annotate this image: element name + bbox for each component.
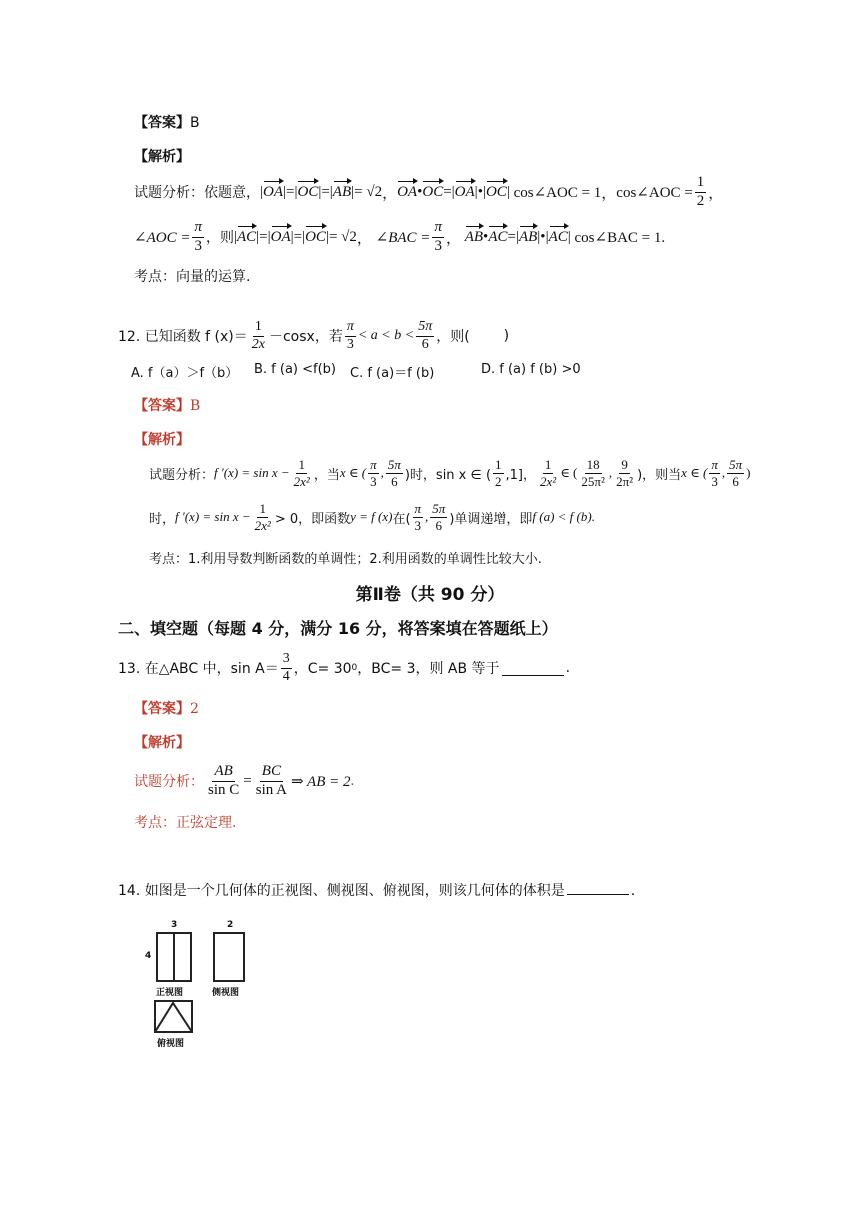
num: 1: [298, 456, 305, 472]
num: π: [345, 320, 356, 337]
vector-oa: OA: [397, 183, 418, 200]
num: π: [370, 456, 377, 472]
q11-analysis-line2: ∠AOC = $\frac{\pi}{3}$ ，则 | AC |=| OA |=| OC |= √2 ， ∠BAC = $\frac{\pi}{3}$ ， AB • AC =| AB | • | AC | cos∠BAC = 1.: [134, 218, 666, 254]
text: ，C= 30: [293, 661, 352, 677]
num: π: [192, 220, 204, 238]
text: y = f (x): [350, 509, 393, 524]
q12-option-d: D. f (a) f (b) >0: [481, 362, 581, 377]
text: 试题分析：依题意，: [134, 185, 260, 201]
fraction: [493, 458, 504, 488]
fraction: [250, 320, 267, 352]
top-view-label: 俯视图: [157, 1039, 185, 1049]
fraction: [579, 458, 606, 488]
answer-tag: 【答案】: [134, 701, 190, 717]
section-fill-in: 二、填空题（每题 4 分，满分 16 分，将答案填在答题纸上）: [118, 619, 558, 638]
answer-value: B: [190, 398, 201, 414]
num: 1: [495, 456, 502, 472]
q12-answer: [134, 395, 200, 415]
den: 6: [391, 473, 398, 489]
side-view: [213, 932, 245, 982]
den: 3: [711, 473, 718, 489]
text: ,1]，: [505, 467, 537, 483]
top-view: [154, 1000, 194, 1034]
vector-oc: OC: [305, 228, 326, 245]
text: ,: [721, 465, 726, 480]
text: > 0，即函数: [274, 511, 351, 527]
vector-ac: AC: [548, 228, 568, 245]
fraction-half: [695, 175, 707, 210]
den: 2x²: [254, 517, 271, 533]
cos-aoc-eq: cos∠AOC =: [616, 184, 693, 201]
answer-blank: [567, 880, 629, 895]
text: －cosx，若: [268, 329, 343, 345]
num: 1: [695, 175, 707, 193]
vector-oc: OC: [485, 183, 507, 200]
part2-title: 第Ⅱ卷（共 90 分）: [355, 585, 505, 605]
fraction: [368, 458, 379, 488]
q14-stem: [118, 880, 635, 900]
fraction: [413, 502, 424, 532]
angle-aoc: ∠AOC =: [134, 229, 191, 246]
cos-bac: cos∠BAC = 1.: [574, 229, 666, 246]
vector-ab: AB: [332, 183, 352, 200]
text: ,: [425, 509, 429, 524]
fraction-pi-3: [192, 220, 204, 255]
num: AB: [212, 764, 234, 782]
vector-ac: AC: [488, 228, 508, 245]
fraction: [254, 764, 289, 799]
text: 在(: [392, 511, 411, 527]
q12-stem: [118, 314, 509, 358]
fraction: [727, 458, 744, 488]
text: f (a) < f (b).: [532, 509, 595, 524]
den: 2: [696, 192, 705, 209]
vector-oc: OC: [422, 183, 444, 200]
q12-analysis-line1: [149, 452, 751, 494]
vector-ac: AC: [236, 228, 257, 245]
num: 5π: [729, 456, 743, 472]
q13-analysis: [134, 758, 354, 804]
text: .: [350, 772, 355, 789]
dot: •: [477, 183, 483, 200]
num: 1: [544, 456, 552, 472]
fraction: [614, 458, 635, 488]
text: 试题分析：: [134, 774, 204, 790]
q12-analysis-tag: 【解析】: [134, 432, 190, 448]
front-side-dim: 4: [145, 951, 152, 961]
text: x ∈ (: [681, 465, 708, 480]
text: 13. 在△ABC 中，sin A＝: [118, 661, 279, 677]
den: 6: [732, 473, 739, 489]
fraction-pi-3: [432, 220, 444, 255]
num: BC: [260, 764, 283, 782]
text: )单调递增，即: [449, 511, 533, 527]
vector-oa: OA: [270, 228, 291, 245]
q11-point: 考点：向量的运算.: [134, 269, 251, 285]
vector-oa: OA: [454, 183, 475, 200]
den: 2x²: [293, 473, 310, 489]
text: ，则(: [436, 329, 470, 345]
fraction: [281, 652, 292, 684]
text: 试题分析：: [149, 467, 215, 483]
text: 14. 如图是一个几何体的正视图、侧视图、俯视图，则该几何体的体积是: [118, 883, 565, 899]
text: ,: [608, 465, 613, 480]
text: 时，: [149, 511, 176, 527]
fraction: [253, 502, 273, 532]
fraction: [709, 458, 720, 488]
den: 2: [495, 473, 502, 489]
text: )，则当: [637, 467, 682, 483]
sqrt2: √2: [341, 228, 357, 245]
den: 3: [414, 517, 422, 533]
q13-analysis-tag: 【解析】: [134, 735, 190, 751]
num: 5π: [432, 500, 446, 516]
vector-oc: OC: [297, 183, 319, 200]
fraction: [292, 458, 312, 488]
text: ，当: [313, 467, 340, 483]
vector-ab: AB: [518, 228, 538, 245]
sqrt2: √2: [366, 183, 383, 200]
den: 4: [282, 668, 290, 684]
fraction: [386, 458, 403, 488]
text: .: [565, 660, 571, 676]
num: 18: [586, 456, 600, 472]
q13-stem: [118, 646, 570, 690]
den: 3: [370, 473, 377, 489]
text: 12. 已知函数 f (x)＝: [118, 329, 248, 345]
text: ，BC= 3，则 AB 等于: [357, 661, 500, 677]
text: f ′(x) = sin x −: [214, 465, 290, 480]
text: .: [630, 883, 636, 899]
front-view-label: 正视图: [156, 988, 184, 998]
den: 6: [421, 336, 429, 352]
degree: 0: [351, 663, 358, 673]
num: 5π: [387, 456, 401, 472]
answer-value: B: [190, 115, 200, 131]
text: ⇒ AB = 2: [291, 773, 351, 790]
angle-bac: ∠BAC =: [375, 229, 431, 246]
answer-tag: 【答案】: [134, 115, 190, 131]
text: ,: [380, 465, 384, 480]
front-top-dim: 3: [171, 920, 178, 930]
q11-analysis-tag: 【解析】: [134, 149, 190, 165]
num: 1: [253, 320, 264, 337]
side-view-label: 侧视图: [212, 988, 240, 998]
text: ): [746, 465, 751, 480]
den: 3: [346, 336, 354, 352]
num: π: [711, 456, 718, 472]
text: ∈ (: [560, 465, 578, 480]
num: 1: [259, 500, 266, 516]
text: )时，sin x ∈ (: [404, 467, 492, 483]
dot: •: [540, 228, 546, 245]
fraction: [430, 502, 447, 532]
fraction: [416, 320, 434, 352]
vector-oa: OA: [263, 183, 284, 200]
q13-point: 考点：正弦定理.: [134, 815, 237, 831]
den: 2π²: [616, 473, 634, 489]
q12-option-c: C. f (a)＝f (b): [350, 366, 435, 381]
text: < a < b <: [357, 328, 415, 343]
den: 6: [435, 517, 443, 533]
den: sin A: [255, 781, 287, 798]
side-top-dim: 2: [227, 920, 234, 930]
front-view-line: [173, 932, 175, 982]
cos-aoc: cos∠AOC = 1: [513, 184, 602, 201]
dot: •: [417, 183, 423, 200]
den: 2x²: [540, 473, 557, 489]
dot: •: [483, 228, 489, 245]
q12-option-b: B. f (a) <f(b): [254, 362, 336, 377]
q11-analysis-line1: 试题分析：依题意， | OA |=| OC |=| AB |= √2 ， OA • OC =| OA | • | OC | cos∠AOC = 1 ， cos∠AOC = $\frac{1}{2}$ ，: [134, 173, 724, 209]
q12-point: 考点：1.利用导数判断函数的单调性；2.利用函数的单调性比较大小.: [149, 552, 542, 567]
text: =: [243, 772, 252, 789]
den: 25π²: [581, 473, 605, 489]
text: ): [503, 328, 510, 344]
den: 3: [194, 237, 202, 254]
fraction: [538, 458, 558, 488]
text: ，则: [205, 230, 234, 246]
answer-tag: 【答案】: [134, 398, 190, 414]
num: 5π: [416, 320, 434, 337]
num: π: [414, 500, 422, 516]
text: x ∈ (: [339, 465, 367, 480]
fraction: [345, 320, 356, 352]
vector-ab: AB: [464, 228, 484, 245]
q12-option-a: A. f（a）＞f（b）: [131, 366, 239, 381]
three-view-figure: [140, 920, 250, 1050]
q13-answer: [134, 698, 199, 718]
den: sin C: [208, 781, 240, 798]
q11-answer: [134, 112, 200, 132]
num: 9: [621, 456, 628, 472]
num: 3: [281, 652, 292, 669]
answer-value: 2: [190, 701, 199, 717]
text: f ′(x) = sin x −: [175, 509, 251, 524]
fraction: [206, 764, 241, 799]
den: 2x: [251, 336, 265, 352]
den: 3: [434, 237, 442, 254]
q12-analysis-line2: [149, 496, 595, 538]
answer-blank: [502, 661, 564, 676]
num: π: [432, 220, 444, 238]
